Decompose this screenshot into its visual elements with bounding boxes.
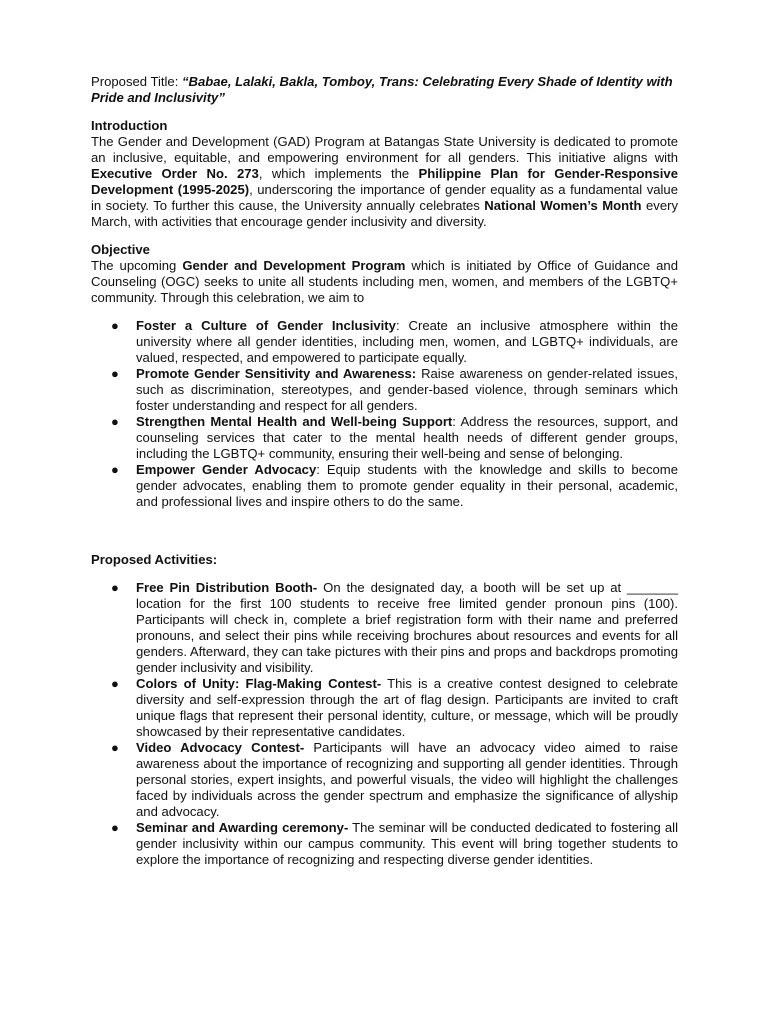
title-prefix: Proposed Title: [91, 74, 182, 89]
list-item: ● Promote Gender Sensitivity and Awareness: Raise awareness on gender-related issues, such as discrimination, stereotypes, and gender-based violence, through seminars which foster understanding and respect for all genders. [111, 366, 678, 413]
objective-heading: Objective [91, 242, 150, 257]
list-item: ● Empower Gender Advocacy: Equip students with the knowledge and skills to become gender advocates, enabling them to promote gender equality in their personal, academic, and professional lives and inspire others to do the same. [111, 462, 678, 509]
bullet-icon: ● [111, 414, 119, 429]
objective-list [91, 318, 678, 510]
introduction-heading: Introduction [91, 118, 168, 133]
activities-heading: Proposed Activities: [91, 552, 218, 567]
bullet-icon: ● [111, 580, 119, 595]
introduction-paragraph: The Gender and Development (GAD) Program at Batangas State University is dedicated to promote an inclusive, equitable, and empowering environment for all genders. This initiative aligns with Executive Order No. 273, which implements the Philippine Plan for Gender-Responsive Development (1995-2025), underscoring the importance of gender equality as a fundamental value in society. To further this cause, the University annually celebrates National Women’s Month every March, with activities that encourage gender inclusivity and diversity. [91, 134, 679, 229]
list-item: ● Free Pin Distribution Booth- On the designated day, a booth will be set up at _______ location for the first 100 students to receive free limited gender pronoun pins (100). Participants will check in, complete a brief registration form with their name and preferred pronouns, and select their pins while receiving brochures about resources and events for all genders. Afterward, they can take pictures with their pins and props and backdrops promoting gender inclusivity and visibility. [111, 580, 678, 675]
bullet-icon: ● [111, 462, 119, 477]
objective-paragraph: The upcoming Gender and Development Program which is initiated by Office of Guidance and Counseling (OGC) seeks to unite all students including men, women, and members of the LGBTQ+ community. Through this celebration, we aim to [91, 258, 678, 305]
proposed-title [91, 74, 678, 106]
bullet-icon: ● [111, 318, 119, 333]
list-item: ● Colors of Unity: Flag-Making Contest- This is a creative contest designed to celebrate diversity and self-expression through the art of flag design. Participants are invited to craft unique flags that represent their personal identity, culture, or message, which will be proudly showcased by their representative candidates. [111, 676, 678, 739]
bullet-icon: ● [111, 820, 119, 835]
title-text: “Babae, Lalaki, Bakla, Tomboy, Trans: Celebrating Every Shade of Identity with Pride and Inclusivity” [91, 74, 673, 105]
list-item: ● Strengthen Mental Health and Well-being Support: Address the resources, support, and counseling services that cater to the mental health needs of different gender groups, including the LGBTQ+ community, ensuring their well-being and sense of belonging. [111, 414, 678, 461]
bullet-icon: ● [111, 740, 119, 755]
bullet-icon: ● [111, 676, 119, 691]
document-page [91, 74, 678, 868]
bullet-icon: ● [111, 366, 119, 381]
list-item: ● Seminar and Awarding ceremony- The seminar will be conducted dedicated to fostering all gender inclusivity within our campus community. This event will bring together students to explore the importance of recognizing and respecting diverse gender identities. [111, 820, 679, 867]
list-item: ● Video Advocacy Contest- Participants will have an advocacy video aimed to raise awareness about the importance of recognizing and supporting all gender identities. Through personal stories, expert insights, and powerful visuals, the video will highlight the challenges faced by individuals across the gender spectrum and emphasize the significance of allyship and advocacy. [111, 740, 678, 819]
list-item: ● Foster a Culture of Gender Inclusivity: Create an inclusive atmosphere within the university where all gender identities, including men, women, and LGBTQ+ individuals, are valued, respected, and empowered to participate equally. [111, 318, 678, 365]
activities-list [91, 580, 678, 868]
